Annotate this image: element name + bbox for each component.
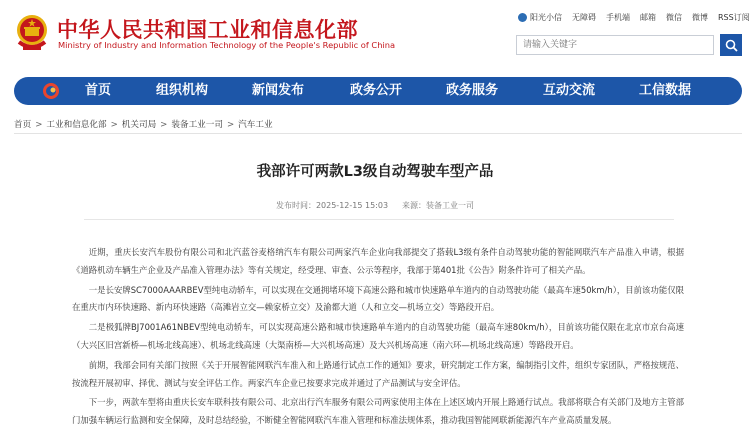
nav-item-data[interactable]: 工信数据 bbox=[638, 83, 692, 98]
toplink-sunshine[interactable]: 阳光小信 bbox=[518, 12, 562, 23]
article-body bbox=[72, 244, 684, 432]
breadcrumb-separator: > bbox=[110, 120, 118, 130]
nav-item-home[interactable]: 首页 bbox=[84, 83, 112, 98]
main-nav bbox=[14, 77, 742, 105]
site-header bbox=[0, 0, 750, 76]
toplink-mail[interactable]: 邮箱 bbox=[640, 13, 656, 22]
nav-item-government-affairs[interactable]: 政务公开 bbox=[349, 83, 403, 98]
toplink-rss[interactable]: RSS订阅 bbox=[718, 13, 750, 22]
breadcrumb bbox=[14, 118, 273, 130]
nav-item-organization[interactable]: 组织机构 bbox=[155, 83, 209, 98]
article-paragraph: 前期，我部会同有关部门按照《关于开展智能网联汽车准入和上路通行试点工作的通知》要求，研究制定工作方案，编制指引文件，组织专家团队，严格按规范、按流程开展初审、择优、测试与安全评估工作。两家汽车企业已按要求完成并通过了产品测试与安全评估。 bbox=[72, 359, 684, 388]
breadcrumb-ministry[interactable]: 工业和信息化部 bbox=[46, 120, 107, 130]
meta-divider bbox=[84, 219, 674, 220]
nav-item-interaction[interactable]: 互动交流 bbox=[542, 83, 596, 98]
sun-icon bbox=[518, 13, 527, 22]
toplink-wechat[interactable]: 微信 bbox=[666, 13, 682, 22]
search-icon bbox=[725, 39, 738, 52]
breadcrumb-separator: > bbox=[160, 120, 168, 130]
site-title[interactable]: 中华人民共和国工业和信息化部 bbox=[57, 18, 358, 42]
article-paragraph: 下一步，两款车型将由重庆长安车联科技有限公司、北京出行汽车服务有限公司两家使用主体在上述区域内开展上路通行试点。我部将联合有关部门及地方主管部门加强车辆运行监测和安全保障，及时总结经验，不断健全智能网联汽车准入管理和标准法规体系，推动我国智能网联新能源汽车产业高质量发展。 bbox=[72, 397, 684, 426]
article-paragraph: 近期，重庆长安汽车股份有限公司和北汽蓝谷麦格纳汽车有限公司两家汽车企业向我部提交了搭载L3级有条件自动驾驶功能的智能网联汽车产品准入申请，根据《道路机动车辆生产企业及产品准入管理办法》等有关规定，经受理、审查、公示等程序，我部于第401批《公告》附条件许可了相关产品。 bbox=[72, 247, 684, 275]
article-title: 我部许可两款L3级自动驾驶车型产品 bbox=[256, 164, 494, 180]
article-meta bbox=[0, 200, 750, 211]
national-emblem-icon[interactable] bbox=[15, 14, 49, 52]
breadcrumb-separator: > bbox=[226, 120, 235, 130]
breadcrumb-auto-industry[interactable]: 汽车工业 bbox=[238, 120, 273, 130]
search-input[interactable] bbox=[516, 35, 714, 55]
nav-item-services[interactable]: 政务服务 bbox=[445, 83, 499, 98]
breadcrumb-divider bbox=[14, 133, 742, 134]
miit-logo-icon bbox=[42, 82, 60, 100]
search-button[interactable] bbox=[720, 34, 742, 56]
article-paragraph: 一是长安牌SC7000AAARBEV型纯电动轿车，可以实现在交通拥堵环境下高速公路和城市快速路单车道内的自动驾驶功能（最高车速50km/h），目前该功能仅限在重庆市内环快速路、新内环快速路（高滩岩立交—赖家桥立交）及渝都大道（人和立交—机场立交）等路段开启。 bbox=[72, 284, 684, 313]
top-links bbox=[518, 12, 750, 23]
breadcrumb-home[interactable]: 首页 bbox=[14, 120, 32, 130]
breadcrumb-departments[interactable]: 机关司局 bbox=[121, 120, 157, 130]
breadcrumb-equipment-dept[interactable]: 装备工业一司 bbox=[171, 120, 223, 130]
nav-item-news[interactable]: 新闻发布 bbox=[251, 83, 305, 98]
toplink-accessibility[interactable]: 无障碍 bbox=[572, 13, 596, 22]
article-source: 来源：装备工业一司 bbox=[402, 201, 475, 210]
article-paragraph: 二是极狐牌BJ7001A61NBEV型纯电动轿车，可以实现高速公路和城市快速路单车道内的自动驾驶功能（最高车速80km/h），目前该功能仅限在北京市京台高速（大兴区旧宫新桥—机场北线高速）、机场北线高速（大渠南桥—大兴机场高速）及大兴机场高速（南六环—机场北线高速）等路段开启。 bbox=[72, 322, 684, 350]
toplink-mobile[interactable]: 手机端 bbox=[606, 13, 630, 22]
publish-time: 发布时间：2025-12-15 15:03 bbox=[275, 201, 389, 210]
toplink-weibo[interactable]: 微博 bbox=[692, 13, 708, 22]
breadcrumb-separator: > bbox=[35, 120, 43, 130]
site-subtitle-en: Ministry of Industry and Information Technology of the People's Republic of China bbox=[58, 40, 396, 50]
